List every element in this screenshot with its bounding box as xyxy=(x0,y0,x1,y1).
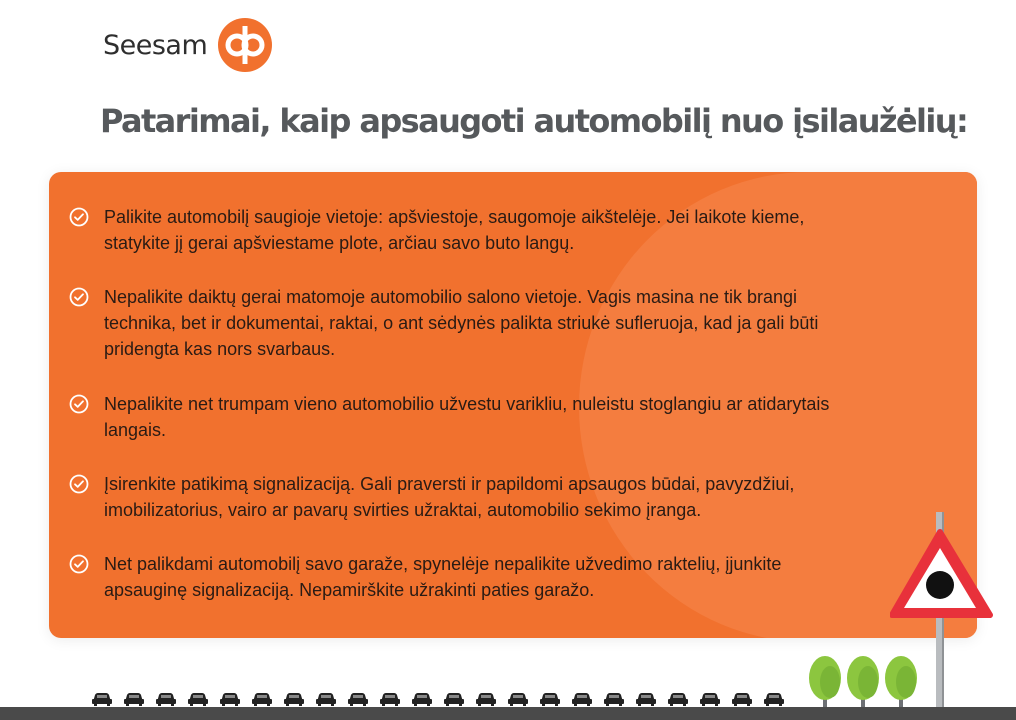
car-icon xyxy=(346,691,378,707)
car-icon xyxy=(762,691,794,707)
tips-card xyxy=(49,172,977,638)
check-circle-icon xyxy=(69,287,89,307)
trees-icon xyxy=(806,652,922,708)
car-icon xyxy=(634,691,666,707)
car-icon xyxy=(282,691,314,707)
car-icon xyxy=(602,691,634,707)
op-logo-icon xyxy=(217,17,273,73)
car-icon xyxy=(730,691,762,707)
tip-text: Nepalikite net trumpam vieno automobilio užvestu varikliu, nuleistu stoglangiu ar atidarytais langais. xyxy=(104,394,830,440)
road xyxy=(0,707,1016,720)
car-icon xyxy=(410,691,442,707)
brand-name: Seesam xyxy=(103,29,208,61)
car-icon xyxy=(90,691,122,707)
car-icon xyxy=(698,691,730,707)
tip-text: Nepalikite daiktų gerai matomoje automobilio salono vietoje. Vagis masina ne tik brangi technika, bet ir dokumentai, raktai, o ant sėdynės palikta striukė sufleruoja, kad ja gali būti pridengta kas nors svarbaus. xyxy=(104,287,819,359)
brand-logo xyxy=(103,17,273,73)
car-icon xyxy=(314,691,346,707)
car-icon xyxy=(474,691,506,707)
car-icon xyxy=(378,691,410,707)
tip-text: Įsirenkite patikimą signalizaciją. Gali praversti ir papildomi apsaugos būdai, pavyzdžiui, imobilizatorius, vairo ar pavarų svirties užraktai, automobilio sekimo įranga. xyxy=(104,474,795,520)
car-icon xyxy=(538,691,570,707)
car-icon xyxy=(218,691,250,707)
car-icon xyxy=(666,691,698,707)
check-circle-icon xyxy=(69,207,89,227)
car-icon xyxy=(122,691,154,707)
car-icon xyxy=(442,691,474,707)
tip-text: Net palikdami automobilį savo garaže, spynelėje nepalikite užvedimo raktelių, įjunkite apsauginę signalizaciją. Nepamirškite užrakinti paties garažo. xyxy=(104,554,782,600)
check-circle-icon xyxy=(69,474,89,494)
tip-text: Palikite automobilį saugioje vietoje: apšviestoje, saugomoje aikštelėje. Jei laikote kieme, statykite jį gerai apšviestame plote, arčiau savo buto langų. xyxy=(104,207,805,253)
car-icon xyxy=(570,691,602,707)
car-icon xyxy=(154,691,186,707)
check-circle-icon xyxy=(69,554,89,574)
car-icon xyxy=(506,691,538,707)
cars-row xyxy=(90,691,794,707)
check-circle-icon xyxy=(69,394,89,414)
page-title: Patarimai, kaip apsaugoti automobilį nuo įsilaužėlių: xyxy=(100,102,968,140)
car-icon xyxy=(250,691,282,707)
car-icon xyxy=(186,691,218,707)
